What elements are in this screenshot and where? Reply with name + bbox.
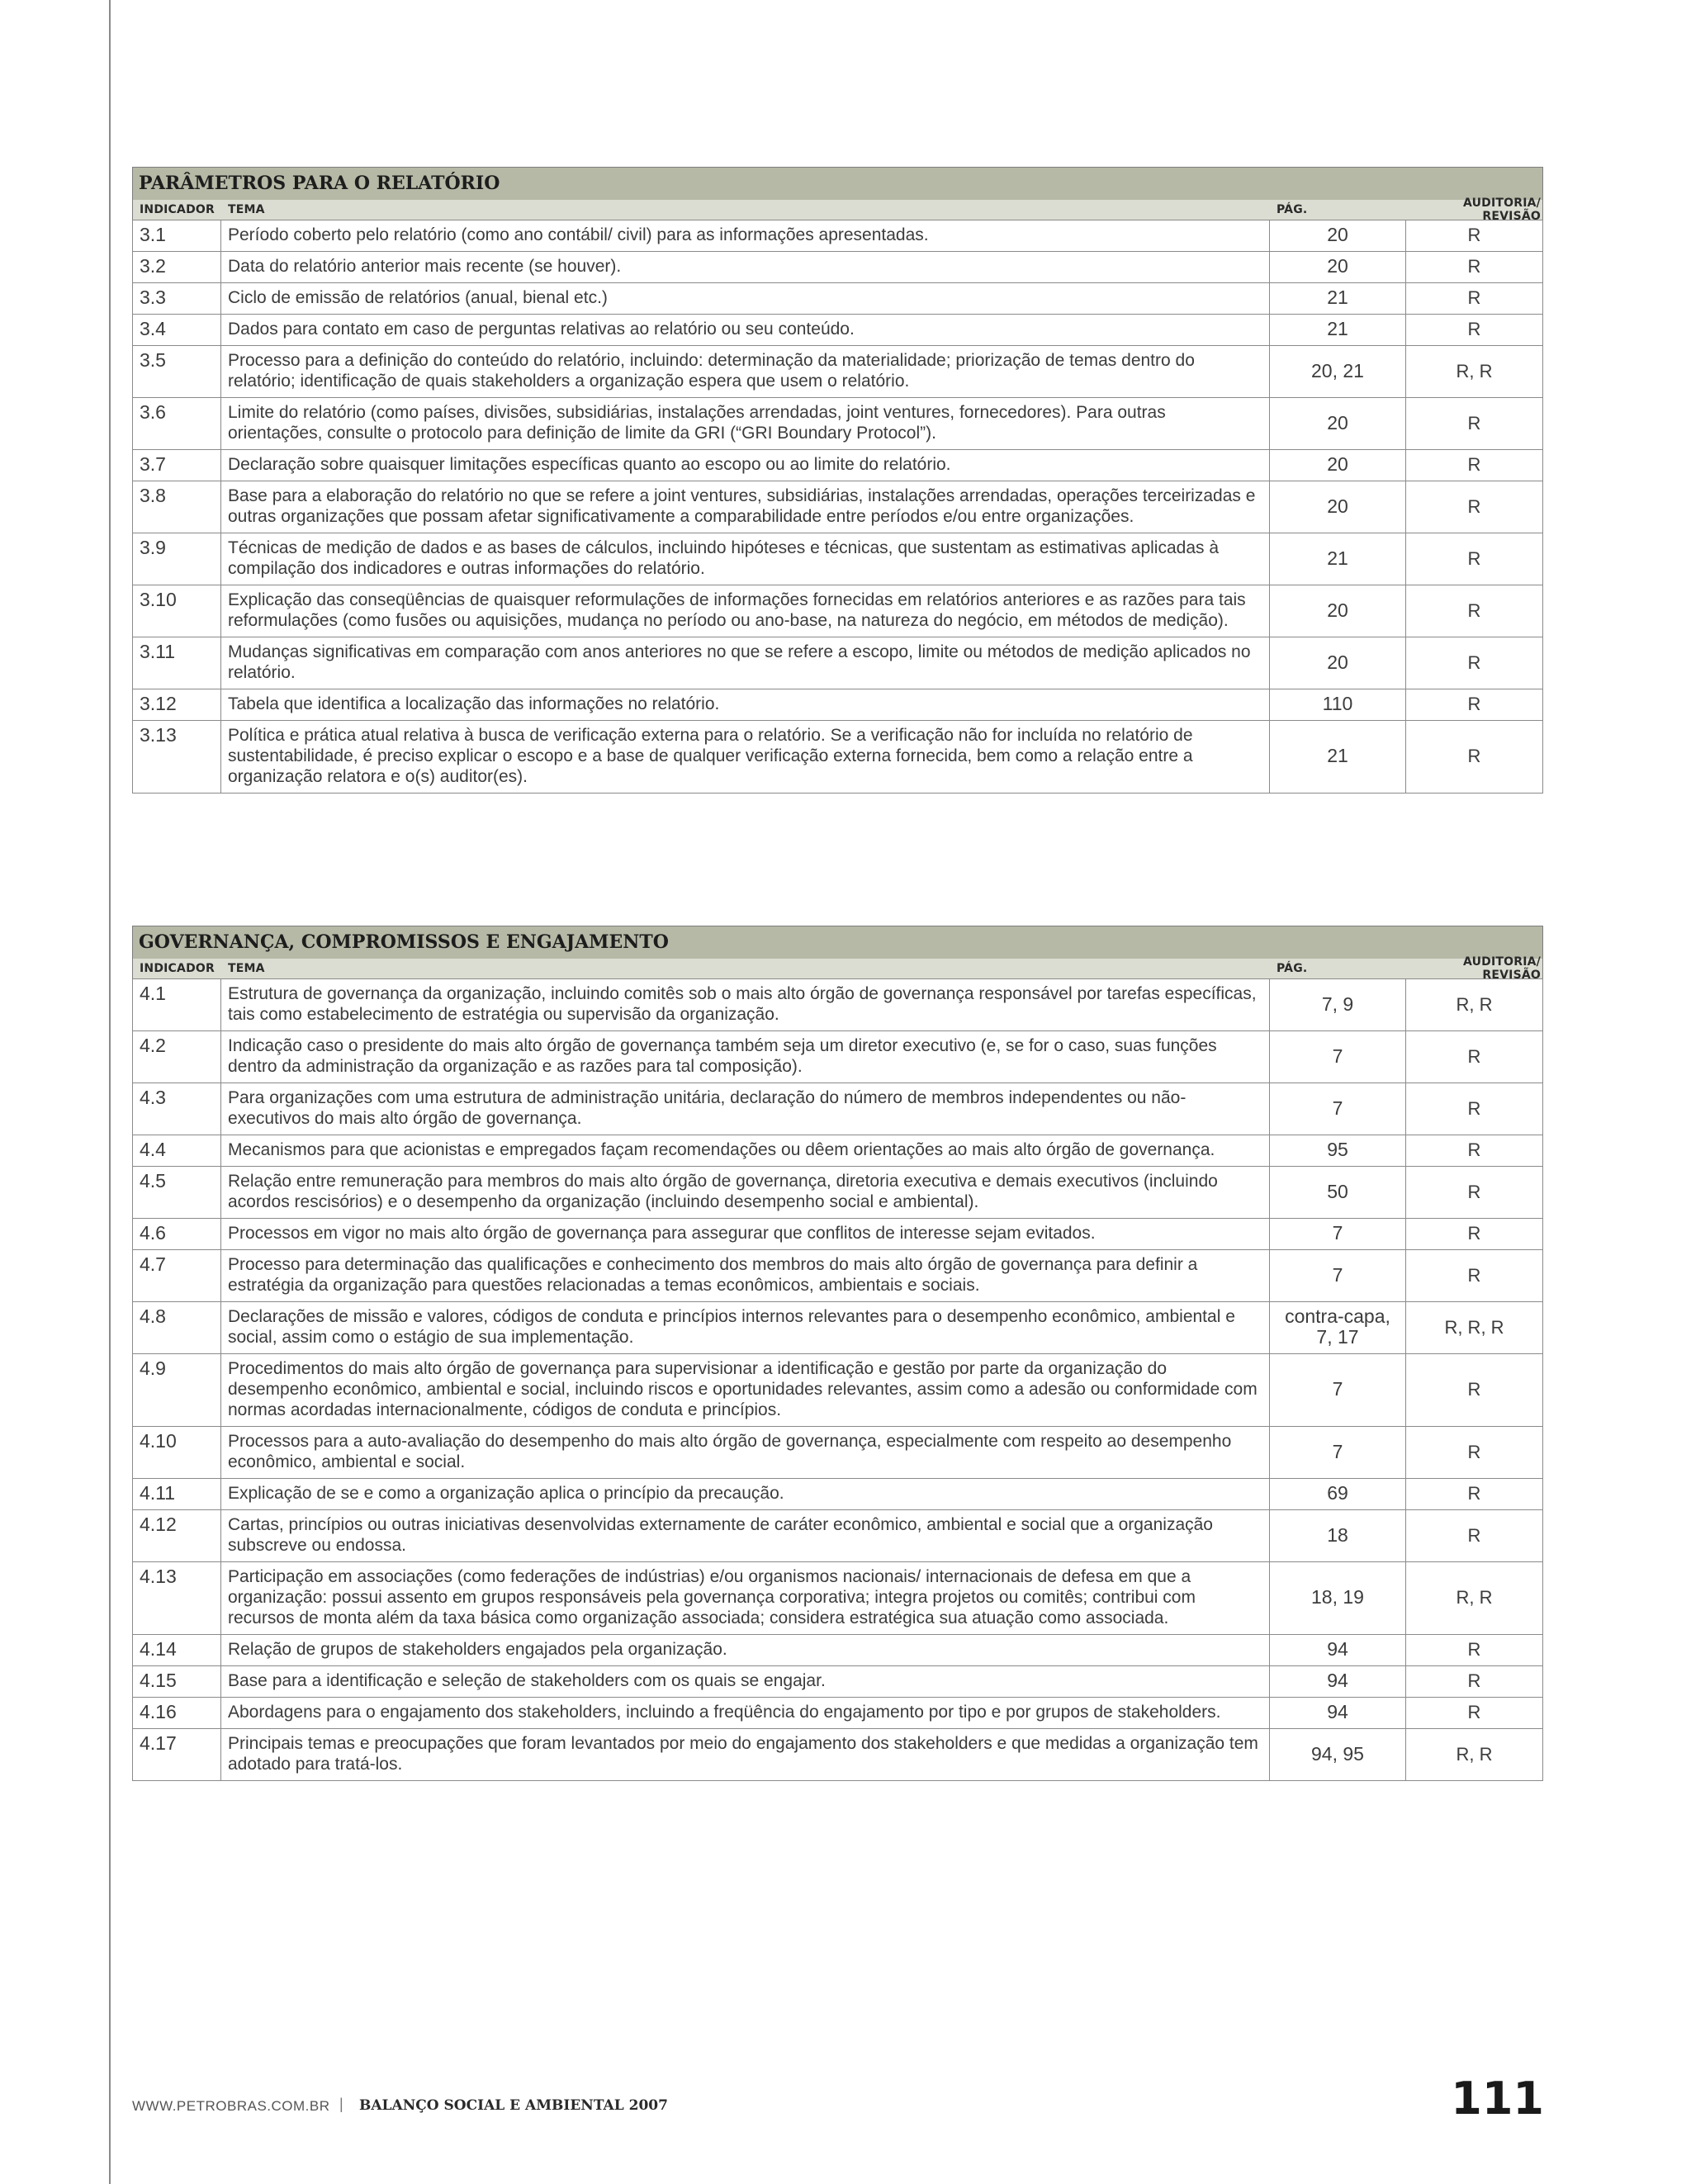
tema-cell: Base para a identificação e seleção de stakeholders com os quais se engajar. bbox=[221, 1666, 1270, 1698]
audit-cell: R bbox=[1406, 398, 1543, 450]
tema-cell: Processo para determinação das qualificações e conhecimento dos membros do mais alto órgão de governança para definir a estratégia da organização para questões relacionadas a temas econômicos, ambientais e sociais. bbox=[221, 1250, 1270, 1302]
tema-cell: Para organizações com uma estrutura de administração unitária, declaração do número de membros independentes ou não-executivos do mais alto órgão de governança. bbox=[221, 1083, 1270, 1135]
tema-cell: Ciclo de emissão de relatórios (anual, bienal etc.) bbox=[221, 283, 1270, 315]
table-row bbox=[133, 1135, 1543, 1167]
indicator-cell: 4.3 bbox=[133, 1083, 221, 1135]
tema-cell: Cartas, princípios ou outras iniciativas desenvolvidas externamente de caráter econômico, ambiental e social que a organização subscreve ou endossa. bbox=[221, 1510, 1270, 1562]
audit-cell: R bbox=[1406, 533, 1543, 585]
table-row bbox=[133, 1354, 1543, 1427]
indicator-cell: 4.4 bbox=[133, 1135, 221, 1167]
audit-cell: R bbox=[1406, 721, 1543, 794]
indicator-cell: 3.5 bbox=[133, 346, 221, 398]
table-row bbox=[133, 1031, 1543, 1083]
tema-cell: Data do relatório anterior mais recente (se houver). bbox=[221, 252, 1270, 283]
audit-cell: R, R bbox=[1406, 1562, 1543, 1635]
audit-cell: R bbox=[1406, 1666, 1543, 1698]
tema-cell: Base para a elaboração do relatório no que se refere a joint ventures, subsidiárias, instalações arrendadas, operações terceirizadas e outras organizações que possam afetar significativamente a comparabilidade entre períodos e/ou entre organizações. bbox=[221, 481, 1270, 533]
table-row bbox=[133, 220, 1543, 252]
audit-cell: R bbox=[1406, 637, 1543, 689]
table-row bbox=[133, 398, 1543, 450]
audit-cell: R bbox=[1406, 1479, 1543, 1510]
table-row bbox=[133, 1666, 1543, 1698]
indicator-table bbox=[132, 220, 1543, 794]
audit-cell: R bbox=[1406, 1698, 1543, 1729]
page-cell: 20 bbox=[1270, 450, 1406, 481]
audit-cell: R, R bbox=[1406, 979, 1543, 1031]
indicator-cell: 3.7 bbox=[133, 450, 221, 481]
section-governanca bbox=[132, 926, 1543, 1781]
page-cell: 69 bbox=[1270, 1479, 1406, 1510]
audit-cell: R bbox=[1406, 1354, 1543, 1427]
page-cell: 7, 9 bbox=[1270, 979, 1406, 1031]
col-auditoria: AUDITORIA/ REVISÃO bbox=[1463, 197, 1541, 223]
table-row bbox=[133, 481, 1543, 533]
indicator-cell: 4.9 bbox=[133, 1354, 221, 1427]
table-row bbox=[133, 315, 1543, 346]
tema-cell: Período coberto pelo relatório (como ano contábil/ civil) para as informações apresentadas. bbox=[221, 220, 1270, 252]
col-indicador: INDICADOR bbox=[140, 962, 215, 975]
page-cell: 20 bbox=[1270, 252, 1406, 283]
col-pag: PÁG. bbox=[1277, 203, 1308, 216]
page-cell: 20 bbox=[1270, 220, 1406, 252]
page-cell: 94 bbox=[1270, 1635, 1406, 1666]
section-title: PARÂMETROS PARA O RELATÓRIO bbox=[132, 167, 1543, 200]
tema-cell: Declarações de missão e valores, códigos de conduta e princípios internos relevantes para o desempenho econômico, ambiental e social, assim como o estágio de sua implementação. bbox=[221, 1302, 1270, 1354]
table-row bbox=[133, 346, 1543, 398]
indicator-cell: 4.15 bbox=[133, 1666, 221, 1698]
tema-cell: Participação em associações (como federações de indústrias) e/ou organismos nacionais/ internacionais de defesa em que a organização: possui assento em grupos responsáveis pela governança corporativa; integra projetos ou comitês; contribui com recursos de monta além da taxa básica como organização associada; considera estratégica sua atuação como associada. bbox=[221, 1562, 1270, 1635]
table-row bbox=[133, 1635, 1543, 1666]
indicator-cell: 3.12 bbox=[133, 689, 221, 721]
section-parametros bbox=[132, 167, 1543, 794]
col-indicador: INDICADOR bbox=[140, 203, 215, 216]
audit-cell: R bbox=[1406, 1083, 1543, 1135]
page-cell: 7 bbox=[1270, 1250, 1406, 1302]
footer-separator: | bbox=[339, 2096, 343, 2112]
indicator-cell: 4.1 bbox=[133, 979, 221, 1031]
page-cell: 94, 95 bbox=[1270, 1729, 1406, 1781]
table-row bbox=[133, 979, 1543, 1031]
indicator-cell: 4.6 bbox=[133, 1219, 221, 1250]
page-cell: 21 bbox=[1270, 315, 1406, 346]
audit-cell: R bbox=[1406, 585, 1543, 637]
page-cell: 50 bbox=[1270, 1167, 1406, 1219]
audit-cell: R, R bbox=[1406, 346, 1543, 398]
audit-cell: R bbox=[1406, 315, 1543, 346]
indicator-cell: 3.2 bbox=[133, 252, 221, 283]
indicator-cell: 4.2 bbox=[133, 1031, 221, 1083]
col-auditoria: AUDITORIA/ REVISÃO bbox=[1463, 955, 1541, 982]
tema-cell: Principais temas e preocupações que foram levantados por meio do engajamento dos stakeholders e que medidas a organização tem adotado para tratá-los. bbox=[221, 1729, 1270, 1781]
tema-cell: Técnicas de medição de dados e as bases de cálculos, incluindo hipóteses e técnicas, que sustentam as estimativas aplicadas à compilação dos indicadores e outras informações do relatório. bbox=[221, 533, 1270, 585]
page-cell: 95 bbox=[1270, 1135, 1406, 1167]
tema-cell: Limite do relatório (como países, divisões, subsidiárias, instalações arrendadas, joint ventures, fornecedores). Para outras orientações, consulte o protocolo para definição de limite da GRI (“GRI Boundary Protocol”). bbox=[221, 398, 1270, 450]
footer-url: WWW.PETROBRAS.COM.BR bbox=[132, 2098, 330, 2114]
indicator-cell: 3.4 bbox=[133, 315, 221, 346]
page-cell: 21 bbox=[1270, 721, 1406, 794]
column-headers bbox=[132, 197, 1543, 223]
page-cell: 18 bbox=[1270, 1510, 1406, 1562]
page-cell: 21 bbox=[1270, 533, 1406, 585]
page-cell: 110 bbox=[1270, 689, 1406, 721]
page-cell: 21 bbox=[1270, 283, 1406, 315]
indicator-cell: 4.7 bbox=[133, 1250, 221, 1302]
tema-cell: Explicação de se e como a organização aplica o princípio da precaução. bbox=[221, 1479, 1270, 1510]
page-cell: 20 bbox=[1270, 398, 1406, 450]
page-cell: 20 bbox=[1270, 637, 1406, 689]
tema-cell: Procedimentos do mais alto órgão de governança para supervisionar a identificação e gestão por parte da organização do desempenho econômico, ambiental e social, incluindo riscos e oportunidades relevantes, assim como a adesão ou conformidade com normas acordadas internacionalmente, códigos de conduta e princípios. bbox=[221, 1354, 1270, 1427]
indicator-cell: 3.10 bbox=[133, 585, 221, 637]
table-row bbox=[133, 1250, 1543, 1302]
tema-cell: Dados para contato em caso de perguntas relativas ao relatório ou seu conteúdo. bbox=[221, 315, 1270, 346]
indicator-cell: 3.6 bbox=[133, 398, 221, 450]
page-cell: 20 bbox=[1270, 481, 1406, 533]
audit-cell: R bbox=[1406, 1135, 1543, 1167]
table-row bbox=[133, 1083, 1543, 1135]
audit-cell: R bbox=[1406, 450, 1543, 481]
indicator-cell: 4.11 bbox=[133, 1479, 221, 1510]
indicator-cell: 3.9 bbox=[133, 533, 221, 585]
page-cell: 7 bbox=[1270, 1031, 1406, 1083]
tema-cell: Indicação caso o presidente do mais alto órgão de governança também seja um diretor executivo (e, se for o caso, suas funções dentro da administração da organização e as razões para tal composição). bbox=[221, 1031, 1270, 1083]
indicator-cell: 4.14 bbox=[133, 1635, 221, 1666]
page-cell: 7 bbox=[1270, 1427, 1406, 1479]
table-row bbox=[133, 1219, 1543, 1250]
table-row bbox=[133, 637, 1543, 689]
table-row bbox=[133, 1698, 1543, 1729]
tema-cell: Mudanças significativas em comparação com anos anteriores no que se refere a escopo, limite ou métodos de medição aplicados no relatório. bbox=[221, 637, 1270, 689]
tema-cell: Relação entre remuneração para membros do mais alto órgão de governança, diretoria executiva e demais executivos (incluindo acordos rescisórios) e o desempenho da organização (incluindo desempenho social e ambiental). bbox=[221, 1167, 1270, 1219]
table-row bbox=[133, 283, 1543, 315]
table-row bbox=[133, 585, 1543, 637]
footer-title: BALANÇO SOCIAL E AMBIENTAL 2007 bbox=[359, 2097, 668, 2114]
table-row bbox=[133, 450, 1543, 481]
indicator-cell: 3.11 bbox=[133, 637, 221, 689]
indicator-cell: 4.5 bbox=[133, 1167, 221, 1219]
table-row bbox=[133, 1479, 1543, 1510]
table-row bbox=[133, 1729, 1543, 1781]
column-headers bbox=[132, 955, 1543, 982]
audit-cell: R bbox=[1406, 481, 1543, 533]
tema-cell: Processo para a definição do conteúdo do relatório, incluindo: determinação da materialidade; priorização de temas dentro do relatório; identificação de quais stakeholders a organização espera que usem o relatório. bbox=[221, 346, 1270, 398]
indicator-cell: 4.12 bbox=[133, 1510, 221, 1562]
tema-cell: Processos em vigor no mais alto órgão de governança para assegurar que conflitos de interesse sejam evitados. bbox=[221, 1219, 1270, 1250]
table-row bbox=[133, 1427, 1543, 1479]
indicator-table bbox=[132, 978, 1543, 1781]
tema-cell: Abordagens para o engajamento dos stakeholders, incluindo a freqüência do engajamento por tipo e por grupos de stakeholders. bbox=[221, 1698, 1270, 1729]
audit-cell: R bbox=[1406, 252, 1543, 283]
table-row bbox=[133, 1510, 1543, 1562]
tema-cell: Declaração sobre quaisquer limitações específicas quanto ao escopo ou ao limite do relatório. bbox=[221, 450, 1270, 481]
table-row bbox=[133, 689, 1543, 721]
indicator-cell: 3.1 bbox=[133, 220, 221, 252]
indicator-cell: 4.17 bbox=[133, 1729, 221, 1781]
page-cell: 7 bbox=[1270, 1083, 1406, 1135]
table-row bbox=[133, 252, 1543, 283]
table-row bbox=[133, 721, 1543, 794]
tema-cell: Política e prática atual relativa à busca de verificação externa para o relatório. Se a verificação não for incluída no relatório de sustentabilidade, é preciso explicar o escopo e a base de qualquer verificação externa fornecida, bem como a relação entre a organização relatora e o(s) auditor(es). bbox=[221, 721, 1270, 794]
section-title: GOVERNANÇA, COMPROMISSOS E ENGAJAMENTO bbox=[132, 926, 1543, 959]
tema-cell: Tabela que identifica a localização das informações no relatório. bbox=[221, 689, 1270, 721]
table-row bbox=[133, 1302, 1543, 1354]
audit-cell: R, R, R bbox=[1406, 1302, 1543, 1354]
col-tema: TEMA bbox=[228, 203, 265, 216]
page-cell: contra-capa, 7, 17 bbox=[1270, 1302, 1406, 1354]
audit-cell: R bbox=[1406, 1250, 1543, 1302]
page-cell: 18, 19 bbox=[1270, 1562, 1406, 1635]
tema-cell: Processos para a auto-avaliação do desempenho do mais alto órgão de governança, especialmente com respeito ao desempenho econômico, ambiental e social. bbox=[221, 1427, 1270, 1479]
table-row bbox=[133, 533, 1543, 585]
audit-cell: R bbox=[1406, 1427, 1543, 1479]
audit-cell: R bbox=[1406, 1635, 1543, 1666]
page-cell: 7 bbox=[1270, 1219, 1406, 1250]
indicator-cell: 4.10 bbox=[133, 1427, 221, 1479]
page-number: 111 bbox=[1451, 2073, 1544, 2125]
audit-cell: R bbox=[1406, 283, 1543, 315]
audit-cell: R bbox=[1406, 1219, 1543, 1250]
table-row bbox=[133, 1562, 1543, 1635]
audit-cell: R bbox=[1406, 1510, 1543, 1562]
audit-cell: R bbox=[1406, 1167, 1543, 1219]
audit-cell: R bbox=[1406, 689, 1543, 721]
tema-cell: Relação de grupos de stakeholders engajados pela organização. bbox=[221, 1635, 1270, 1666]
indicator-cell: 4.13 bbox=[133, 1562, 221, 1635]
indicator-cell: 4.8 bbox=[133, 1302, 221, 1354]
page-cell: 7 bbox=[1270, 1354, 1406, 1427]
page-margin-line bbox=[109, 0, 111, 2184]
indicator-cell: 3.13 bbox=[133, 721, 221, 794]
page-cell: 94 bbox=[1270, 1666, 1406, 1698]
page-cell: 20 bbox=[1270, 585, 1406, 637]
tema-cell: Explicação das conseqüências de quaisquer reformulações de informações fornecidas em relatórios anteriores e as razões para tais reformulações (como fusões ou aquisições, mudança no período ou ano-base, na natureza do negócio, em métodos de medição). bbox=[221, 585, 1270, 637]
indicator-cell: 3.3 bbox=[133, 283, 221, 315]
page-cell: 94 bbox=[1270, 1698, 1406, 1729]
tema-cell: Mecanismos para que acionistas e empregados façam recomendações ou dêem orientações ao mais alto órgão de governança. bbox=[221, 1135, 1270, 1167]
audit-cell: R, R bbox=[1406, 1729, 1543, 1781]
page-cell: 20, 21 bbox=[1270, 346, 1406, 398]
tema-cell: Estrutura de governança da organização, incluindo comitês sob o mais alto órgão de governança responsável por tarefas específicas, tais como estabelecimento de estratégia ou supervisão da organização. bbox=[221, 979, 1270, 1031]
audit-cell: R bbox=[1406, 220, 1543, 252]
col-tema: TEMA bbox=[228, 962, 265, 975]
indicator-cell: 4.16 bbox=[133, 1698, 221, 1729]
table-row bbox=[133, 1167, 1543, 1219]
indicator-cell: 3.8 bbox=[133, 481, 221, 533]
col-pag: PÁG. bbox=[1277, 962, 1308, 975]
audit-cell: R bbox=[1406, 1031, 1543, 1083]
